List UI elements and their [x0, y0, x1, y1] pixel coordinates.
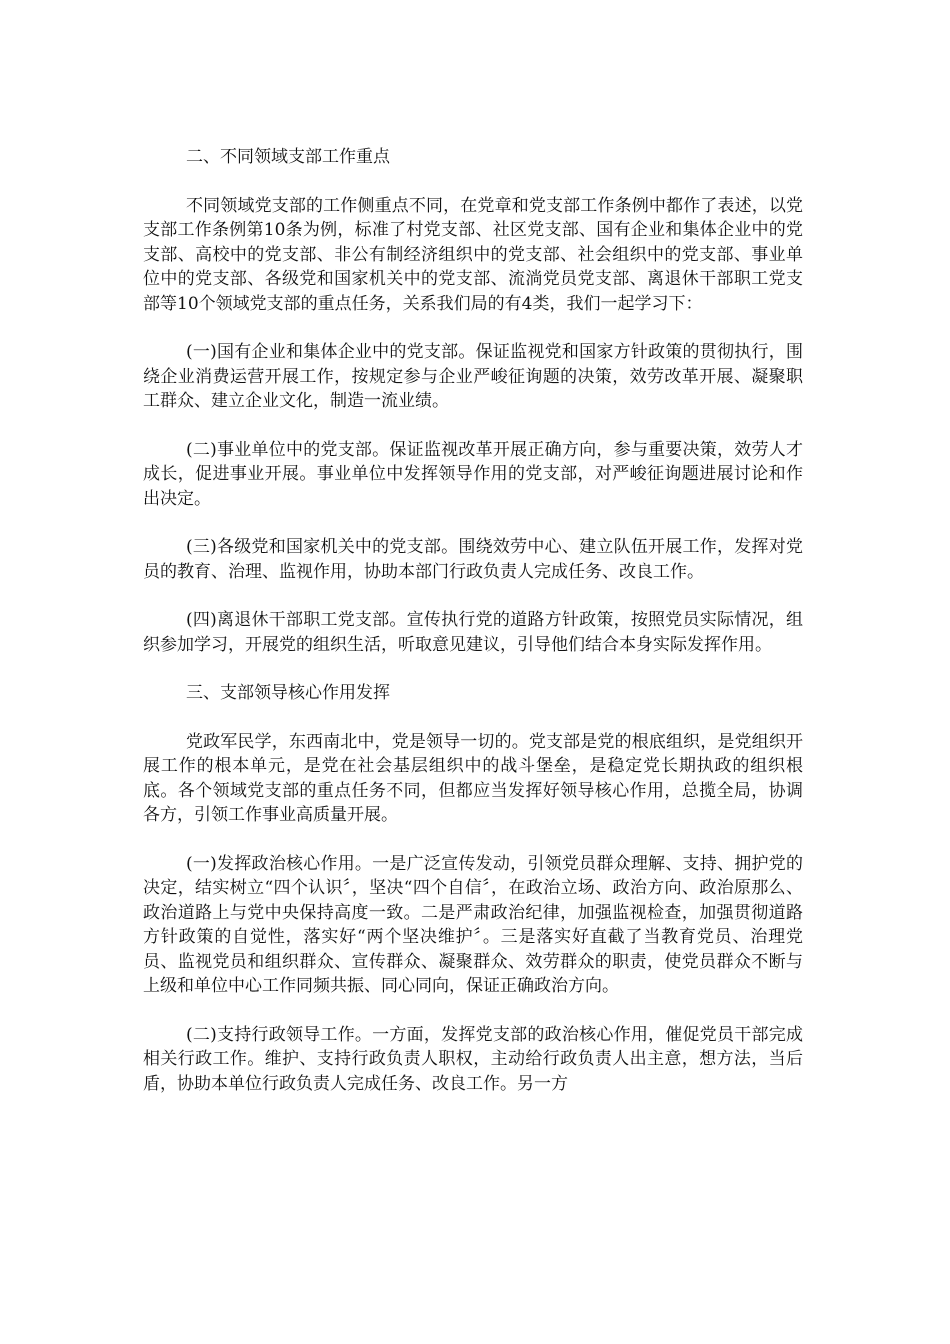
paragraph-political-core: (一)发挥政治核心作用。一是广泛宣传发动，引领党员群众理解、支持、拥护党的决定，结实树立“四个认识〞，坚决“四个自信〞，在政治立场、政治方向、政治原那么、政治道路上与党中央保持高度一致。二是严肃政治纪律，加强监视检查，加强贯彻道路方针政策的自觉性，落实好“两个坚决维护〞。三是落实好直截了当教育党员、治理党员、监视党员和组织群众、宣传群众、凝聚群众、效劳群众的职责，使党员群众不断与上级和单位中心工作同频共振、同心同向，保证正确政治方向。 — [143, 853, 803, 996]
document-body — [143, 145, 803, 1096]
section-heading-3: 三、支部领导核心作用发挥 — [186, 683, 390, 703]
paragraph-item-2: (二)事业单位中的党支部。保证监视改革开展正确方向，参与重要决策，效劳人才成长，促进事业开展。事业单位中发挥领导作用的党支部，对严峻征询题进展讨论和作出决定。 — [143, 439, 803, 509]
paragraph-intro: 不同领域党支部的工作侧重点不同，在党章和党支部工作条例中都作了表述，以党支部工作条例第10条为例，标准了村党支部、社区党支部、国有企业和集体企业中的党支部、高校中的党支部、非公有制经济组织中的党支部、社会组织中的党支部、事业单位中的党支部、各级党和国家机关中的党支部、流淌党员党支部、离退休干部职工党支部等10个领域党支部的重点任务，关系我们局的有4类，我们一起学习下： — [143, 195, 803, 314]
paragraph-item-3: (三)各级党和国家机关中的党支部。围绕效劳中心、建立队伍开展工作，发挥对党员的教育、治理、监视作用，协助本部门行政负责人完成任务、改良工作。 — [143, 537, 803, 582]
paragraph-admin-support: (二)支持行政领导工作。一方面，发挥党支部的政治核心作用，催促党员干部完成相关行政工作。维护、支持行政负责人职权，主动给行政负责人出主意，想方法，当后盾，协助本单位行政负责人完成任务、改良工作。另一方 — [143, 1024, 803, 1094]
paragraph-item-4: (四)离退休干部职工党支部。宣传执行党的道路方针政策，按照党员实际情况，组织参加学习，开展党的组织生活，听取意见建议，引导他们结合本身实际发挥作用。 — [143, 610, 803, 655]
paragraph-item-1: (一)国有企业和集体企业中的党支部。保证监视党和国家方针政策的贯彻执行，围绕企业消费运营开展工作，按规定参与企业严峻征询题的决策，效劳改革开展、凝聚职工群众、建立企业文化，制造一流业绩。 — [143, 342, 803, 411]
section-heading-2: 二、不同领域支部工作重点 — [186, 147, 390, 167]
paragraph-core-role: 党政军民学，东西南北中，党是领导一切的。党支部是党的根底组织，是党组织开展工作的根本单元，是党在社会基层组织中的战斗堡垒，是稳定党长期执政的组织根底。各个领域党支部的重点任务不同，但都应当发挥好领导核心作用，总揽全局，协调各方，引领工作事业高质量开展。 — [143, 731, 803, 825]
